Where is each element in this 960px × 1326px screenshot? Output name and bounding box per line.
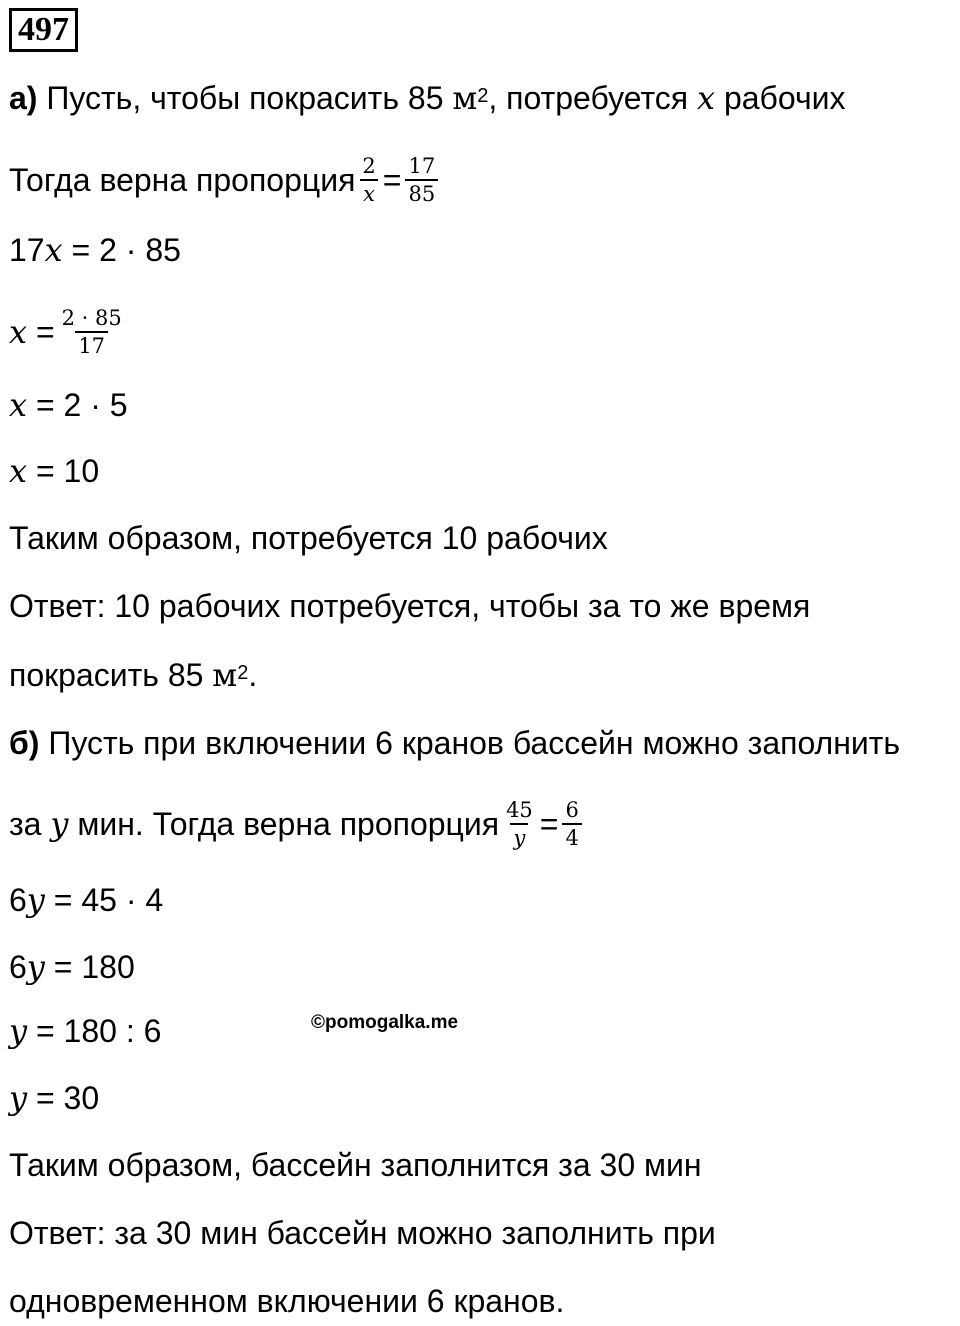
fraction-17-over-85: $\frac{17}{85}$ [405,155,438,205]
part-b-answer-line-1: Ответ: за 30 мин бассейн можно заполнить при [9,1215,716,1251]
part-b-step-1: 6 𝑦 = 45 · 4 [9,881,164,919]
part-b-proportion: за 𝑦 мин. Тогда верна пропорция $\frac{45}{\text{𝑦}}$ = $\frac{6}{4}$ [9,799,586,849]
part-a-step-3: 𝑥 = 2 · 5 [9,386,128,424]
part-a-step-2: 𝑥 = $\frac{2 \cdot 85}{17}$ [9,307,129,357]
fraction-2x85-over-17: $\frac{2 \cdot 85}{17}$ [61,306,122,358]
part-b-label: б) [9,725,40,761]
part-b-step-4: 𝑦 = 30 [9,1079,100,1117]
part-a-answer-line-2: покрасить 85 м $^2$ . [9,656,258,694]
part-b-answer-line-2: одновременном включении 6 кранов. [9,1283,565,1319]
watermark: ©pomogalka.me [311,1012,459,1033]
fraction-2-over-x: $\frac{2}{\text{𝑥}}$ [359,155,378,205]
part-b-step-3: 𝑦 = 180 : 6 [9,1012,162,1050]
part-b-intro: б) Пусть при включении 6 кранов бассейн можно заполнить [9,725,901,761]
part-b-step-2: 6 𝑦 = 180 [9,948,135,986]
part-a-answer-line-1: Ответ: 10 рабочих потребуется, чтобы за то же время [9,588,811,624]
part-a-step-1: 17 𝑥 = 2 · 85 [9,231,181,269]
part-a-conclusion: Таким образом, потребуется 10 рабочих [9,520,608,556]
fraction-6-over-4: $\frac{6}{4}$ [562,799,581,849]
part-b-conclusion: Таким образом, бассейн заполнится за 30 мин [9,1147,702,1183]
part-a-intro: а) Пусть, чтобы покрасить 85 м $^2$ , потребуется 𝑥 рабочих [9,79,846,117]
part-a-proportion: Тогда верна пропорция $\frac{2}{\text{𝑥}}$ = $\frac{17}{85}$ [9,155,442,205]
part-a-step-4: 𝑥 = 10 [9,452,100,490]
fraction-45-over-y: $\frac{45}{\text{𝑦}}$ [506,798,533,850]
part-a-label: а) [9,80,38,116]
task-number: 497 [9,8,78,52]
